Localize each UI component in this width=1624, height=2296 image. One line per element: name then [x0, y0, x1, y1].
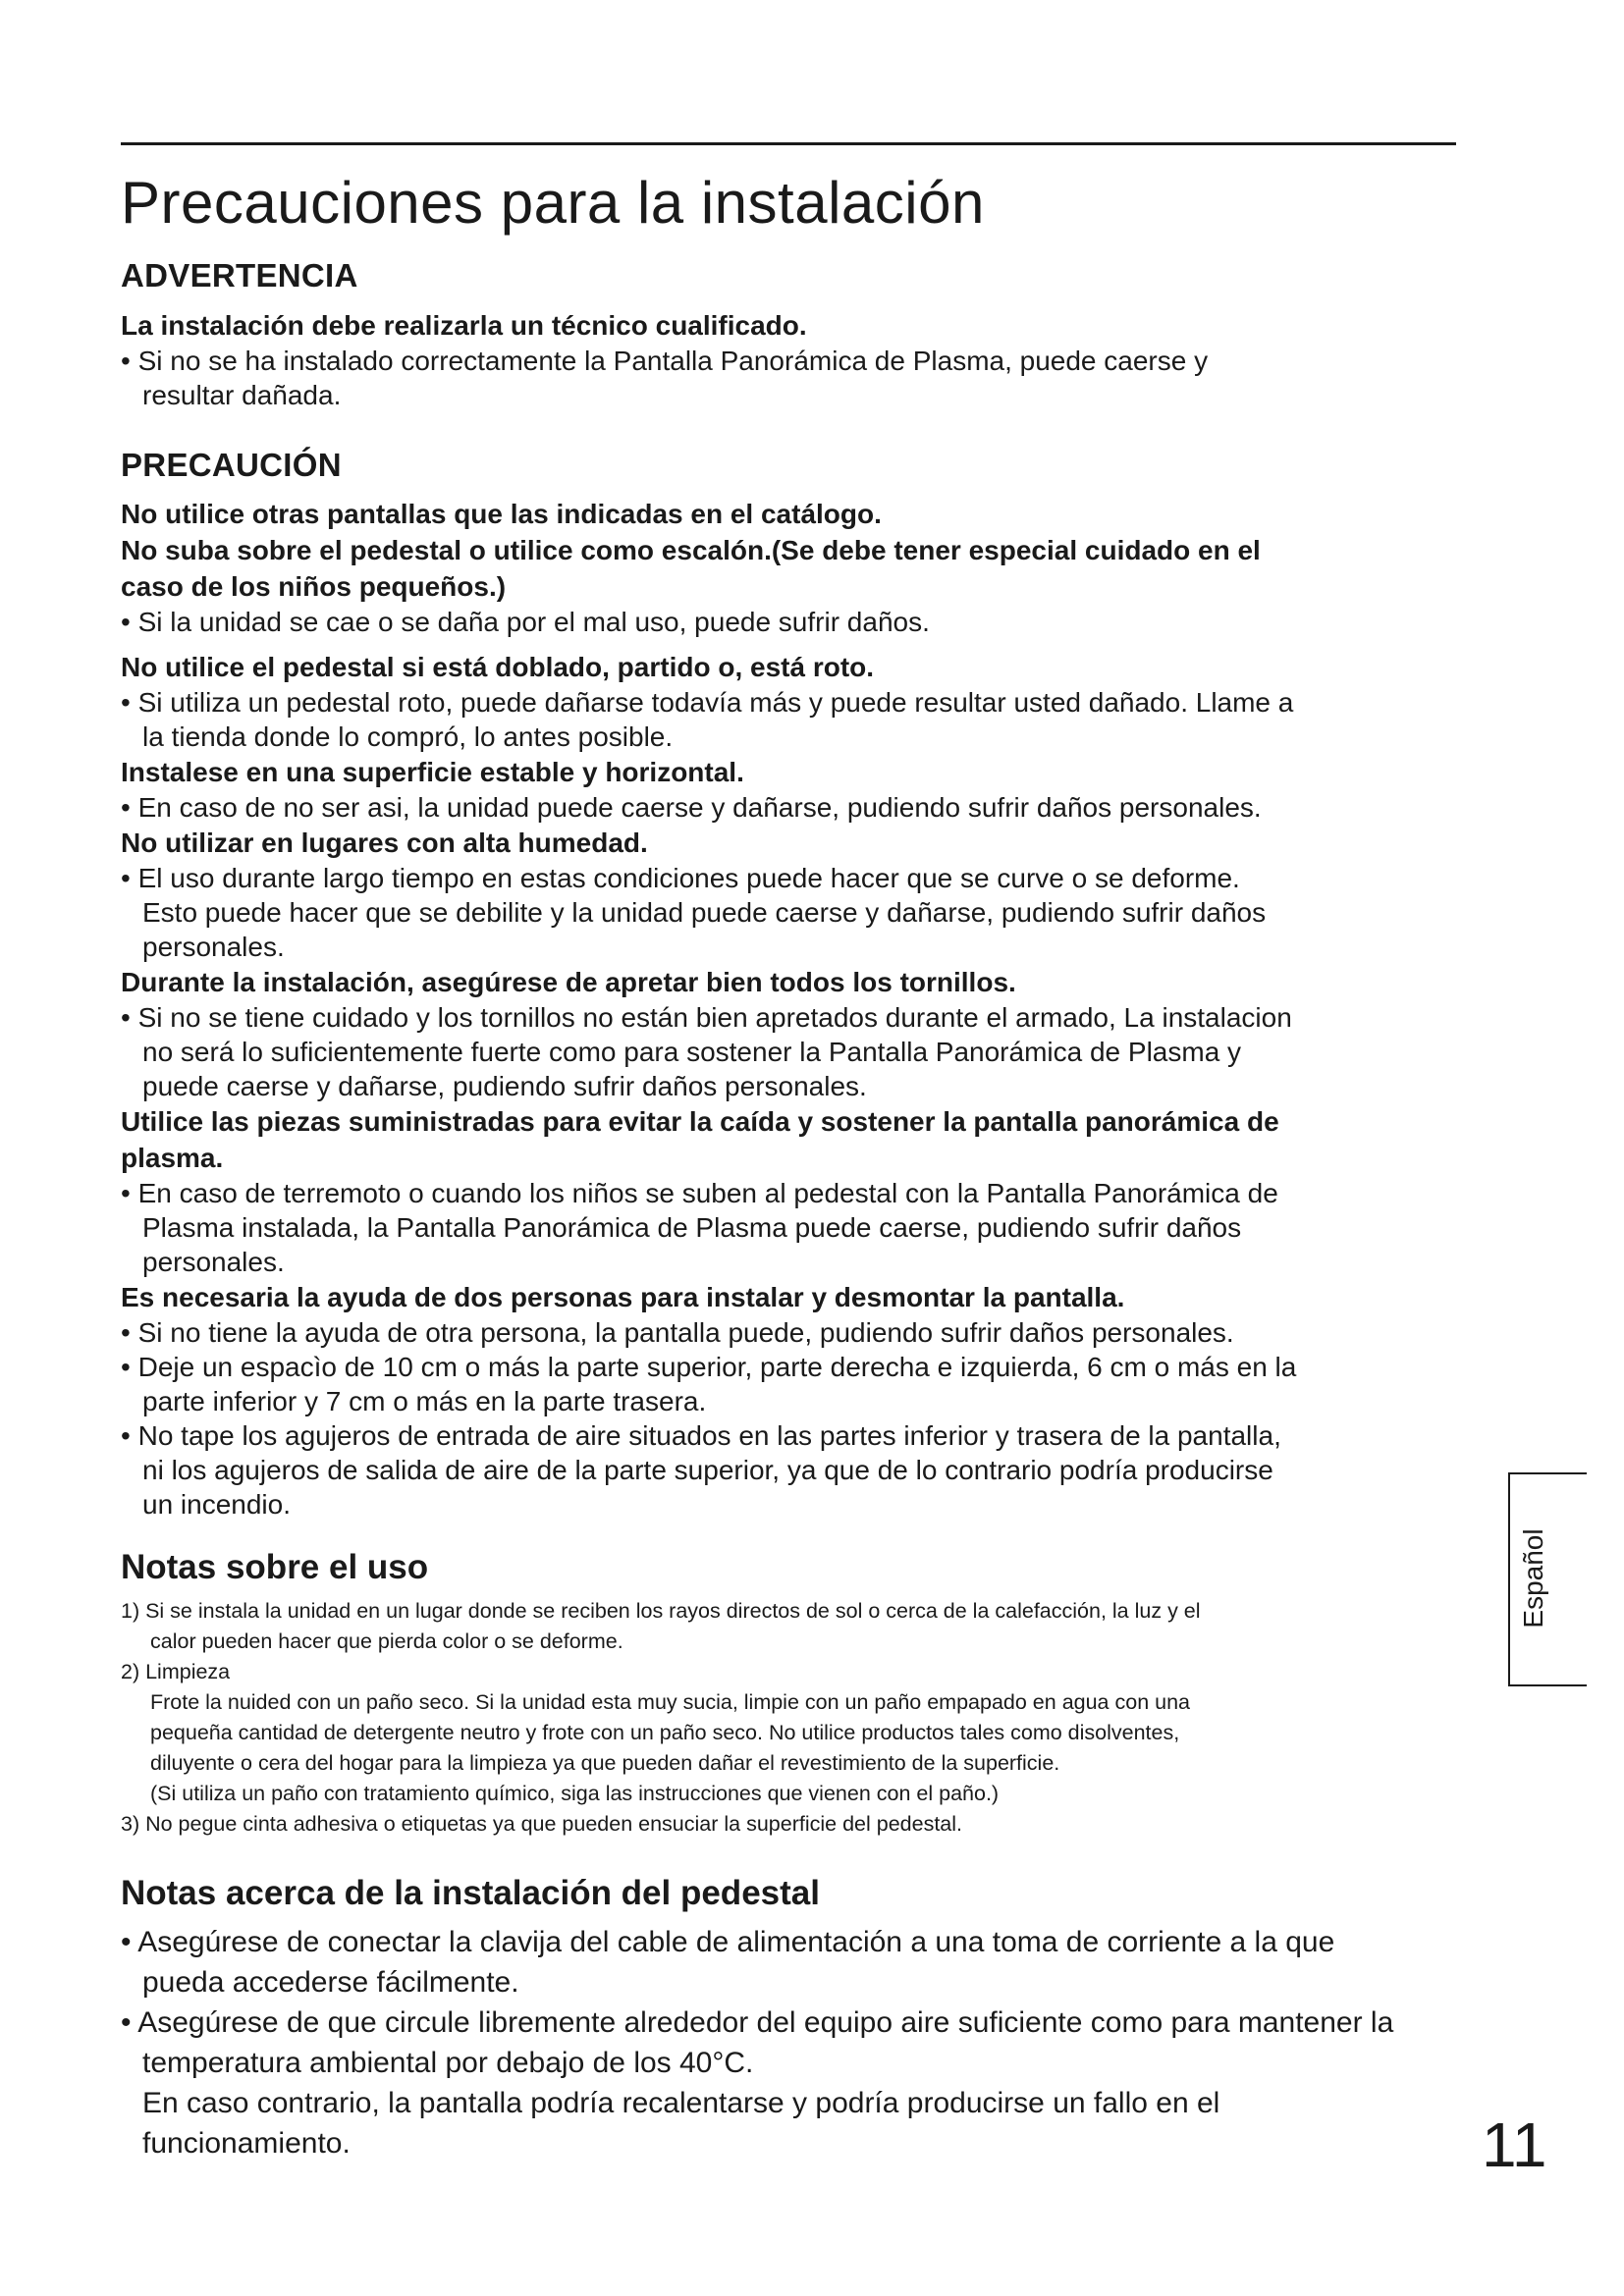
advertencia-bullet: • Si no se ha instalado correctamente la Pantalla Panorámica de Plasma, puede caerse y	[121, 344, 1456, 378]
precaucion-item-4-bullet: • En caso de no ser asi, la unidad puede caerse y dañarse, pudiendo sufrir daños personales.	[121, 790, 1456, 825]
page-number: 11	[1482, 2109, 1547, 2180]
precaucion-item-5: No utilizar en lugares con alta humedad.	[121, 828, 648, 859]
precaucion-item-4: Instalese en una superficie estable y horizontal.	[121, 757, 744, 788]
notas-uso-item-3: 3) No pegue cinta adhesiva o etiquetas ya que pueden ensuciar la superficie del pedestal.	[121, 1812, 962, 1837]
precaucion-item-7-cont1: Plasma instalada, la Pantalla Panorámica de Plasma puede caerse, pudiendo sufrir daños	[142, 1212, 1242, 1244]
precaucion-item-7-line2: plasma.	[121, 1143, 224, 1174]
precaucion-item-3-bullet: • Si utiliza un pedestal roto, puede dañarse todavía más y puede resultar usted dañado. Llame a	[121, 685, 1456, 720]
precaucion-item-2-line2: caso de los niños pequeños.)	[121, 571, 507, 603]
notas-uso-item-1: 1) Si se instala la unidad en un lugar donde se reciben los rayos directos de sol o cerca de la calefacción, la luz y el	[121, 1599, 1201, 1624]
precaucion-item-8-bullet2-cont: parte inferior y 7 cm o más en la parte trasera.	[142, 1386, 707, 1417]
precaucion-heading: PRECAUCIÓN	[121, 446, 342, 483]
precaucion-item-8-bullet3-cont2: un incendio.	[142, 1489, 292, 1521]
notas-pedestal-bullet-1: • Asegúrese de conectar la clavija del cable de alimentación a una toma de corriente a la que	[121, 1922, 1456, 1962]
top-divider	[121, 142, 1456, 145]
notas-pedestal-heading: Notas acerca de la instalación del pedestal	[121, 1874, 820, 1913]
language-tab-label: Español	[1518, 1528, 1548, 1629]
advertencia-heading: ADVERTENCIA	[121, 257, 358, 294]
notas-pedestal-bullet-2-cont2: En caso contrario, la pantalla podría recalentarse y podría producirse un fallo en el	[142, 2087, 1220, 2120]
precaucion-item-1: No utilice otras pantallas que las indicadas en el catálogo.	[121, 499, 882, 530]
notas-uso-item-2-line2: Frote la nuided con un paño seco. Si la unidad esta muy sucia, limpie con un paño empapado en agua con una	[150, 1690, 1191, 1715]
precaucion-item-5-cont2: personales.	[142, 932, 285, 963]
precaucion-item-7-line1: Utilice las piezas suministradas para evitar la caída y sostener la pantalla panorámica de	[121, 1106, 1279, 1138]
advertencia-item-title: La instalación debe realizarla un técnico cualificado.	[121, 309, 807, 341]
precaucion-item-6: Durante la instalación, asegúrese de apretar bien todos los tornillos.	[121, 967, 1016, 998]
precaucion-item-7-bullet: • En caso de terremoto o cuando los niños se suben al pedestal con la Pantalla Panorámica de	[121, 1176, 1456, 1210]
notas-uso-item-2-line3: pequeña cantidad de detergente neutro y frote con un paño seco. No utilice productos tales como disolventes,	[150, 1721, 1180, 1745]
precaucion-item-2-bullet: • Si la unidad se cae o se daña por el mal uso, puede sufrir daños.	[121, 605, 1456, 639]
advertencia-bullet-cont: resultar dañada.	[142, 379, 342, 410]
precaucion-item-8-bullet2: • Deje un espacìo de 10 cm o más la parte superior, parte derecha e izquierda, 6 cm o más en la	[121, 1350, 1456, 1384]
notas-pedestal-bullet-1-cont: pueda accederse fácilmente.	[142, 1966, 519, 2000]
page-title: Precauciones para la instalación	[121, 170, 985, 236]
precaucion-item-6-bullet: • Si no se tiene cuidado y los tornillos no están bien apretados durante el armado, La instalacion	[121, 1000, 1456, 1035]
precaucion-item-8: Es necesaria la ayuda de dos personas para instalar y desmontar la pantalla.	[121, 1282, 1125, 1313]
notas-pedestal-bullet-2: • Asegúrese de que circule libremente alrededor del equipo aire suficiente como para mantener la	[121, 2002, 1456, 2043]
notas-uso-heading: Notas sobre el uso	[121, 1548, 429, 1587]
precaucion-item-7-cont2: personales.	[142, 1247, 285, 1278]
precaucion-item-3-cont: la tienda donde lo compró, lo antes posible.	[142, 721, 674, 753]
precaucion-item-5-cont1: Esto puede hacer que se debilite y la unidad puede caerse y dañarse, pudiendo sufrir daños	[142, 897, 1267, 929]
notas-uso-item-2-line4: diluyente o cera del hogar para la limpieza ya que pueden dañar el revestimiento de la superficie.	[150, 1751, 1060, 1776]
precaucion-item-8-bullet1: • Si no tiene la ayuda de otra persona, la pantalla puede, pudiendo sufrir daños personales.	[121, 1315, 1456, 1350]
precaucion-item-8-bullet3: • No tape los agujeros de entrada de aire situados en las partes inferior y trasera de la pantalla,	[121, 1418, 1456, 1453]
page-content	[121, 169, 1456, 2163]
precaucion-item-6-cont1: no será lo suficientemente fuerte como para sostener la Pantalla Panorámica de Plasma y	[142, 1037, 1242, 1068]
notas-uso-item-1-cont: calor pueden hacer que pierda color o se deforme.	[150, 1629, 623, 1654]
notas-uso-item-2: 2) Limpieza	[121, 1660, 231, 1684]
precaucion-item-6-cont2: puede caerse y dañarse, pudiendo sufrir daños personales.	[142, 1071, 867, 1102]
precaucion-item-8-bullet3-cont1: ni los agujeros de salida de aire de la parte superior, ya que de lo contrario podría producirse	[142, 1455, 1273, 1486]
precaucion-item-3: No utilice el pedestal si está doblado, partido o, está roto.	[121, 652, 875, 683]
notas-uso-item-2-line5: (Si utiliza un paño con tratamiento químico, siga las instrucciones que vienen con el paño.)	[150, 1782, 1000, 1806]
precaucion-item-2-line1: No suba sobre el pedestal o utilice como escalón.(Se debe tener especial cuidado en el	[121, 535, 1261, 566]
notas-pedestal-bullet-2-cont1: temperatura ambiental por debajo de los 40°C.	[142, 2047, 754, 2080]
precaucion-item-5-bullet: • El uso durante largo tiempo en estas condiciones puede hacer que se curve o se deforme.	[121, 861, 1456, 895]
notas-pedestal-bullet-2-cont3: funcionamiento.	[142, 2127, 351, 2161]
